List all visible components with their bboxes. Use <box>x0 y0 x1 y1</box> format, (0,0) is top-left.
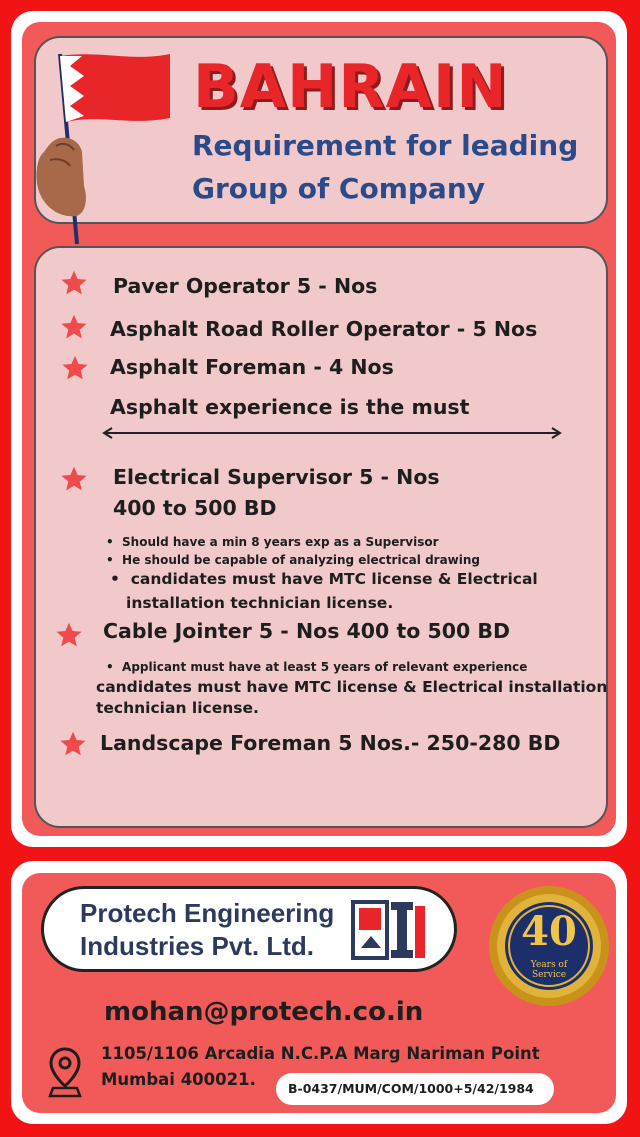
badge-number: 40 <box>521 908 577 955</box>
star-icon <box>60 465 88 493</box>
job-road-roller-operator: Asphalt Road Roller Operator - 5 Nos <box>110 317 538 341</box>
star-icon <box>60 313 88 341</box>
registration-number: B-0437/MUM/COM/1000+5/42/1984 <box>288 1081 534 1096</box>
company-name: Protech Engineering Industries Pvt. Ltd. <box>80 898 335 961</box>
page-title: BAHRAIN <box>193 52 508 122</box>
job-cable-jointer: Cable Jointer 5 - Nos 400 to 500 BD <box>103 619 511 643</box>
cable-bullet: • Applicant must have at least 5 years of relevant experience <box>106 660 528 674</box>
job-paver-operator: Paver Operator 5 - Nos <box>113 274 378 298</box>
electrical-bullet-1: • Should have a min 8 years exp as a Supervisor <box>106 535 439 549</box>
divider-arrow <box>102 426 562 440</box>
bahrain-flag-icon <box>30 48 180 248</box>
job-electrical-supervisor: Electrical Supervisor 5 - Nos <box>113 465 440 489</box>
cable-license-line-2: technician license. <box>96 699 259 717</box>
company-logo-icon <box>351 898 431 962</box>
job-asphalt-foreman: Asphalt Foreman - 4 Nos <box>110 355 394 379</box>
star-icon <box>61 354 89 382</box>
location-pin-icon <box>48 1046 82 1098</box>
electrical-bullet-2: • He should be capable of analyzing electrical drawing <box>106 553 481 567</box>
cable-license-line-1: candidates must have MTC license & Electrical installation <box>96 678 608 696</box>
badge-caption: Years of Service <box>530 960 568 980</box>
electrical-license-line-1: • candidates must have MTC license & Electrical <box>110 570 538 588</box>
asphalt-note: Asphalt experience is the must <box>110 395 470 419</box>
electrical-salary: 400 to 500 BD <box>113 496 277 520</box>
star-icon <box>59 730 87 758</box>
electrical-license-line-2: installation technician license. <box>126 594 394 612</box>
star-icon <box>55 621 83 649</box>
star-icon <box>60 269 88 297</box>
job-landscape-foreman: Landscape Foreman 5 Nos.- 250-280 BD <box>100 731 561 755</box>
page-subtitle: Requirement for leading Group of Company <box>192 129 579 205</box>
company-address: 1105/1106 Arcadia N.C.P.A Marg Nariman Point Mumbai 400021. <box>101 1044 540 1089</box>
contact-email[interactable]: mohan@protech.co.in <box>104 997 424 1027</box>
